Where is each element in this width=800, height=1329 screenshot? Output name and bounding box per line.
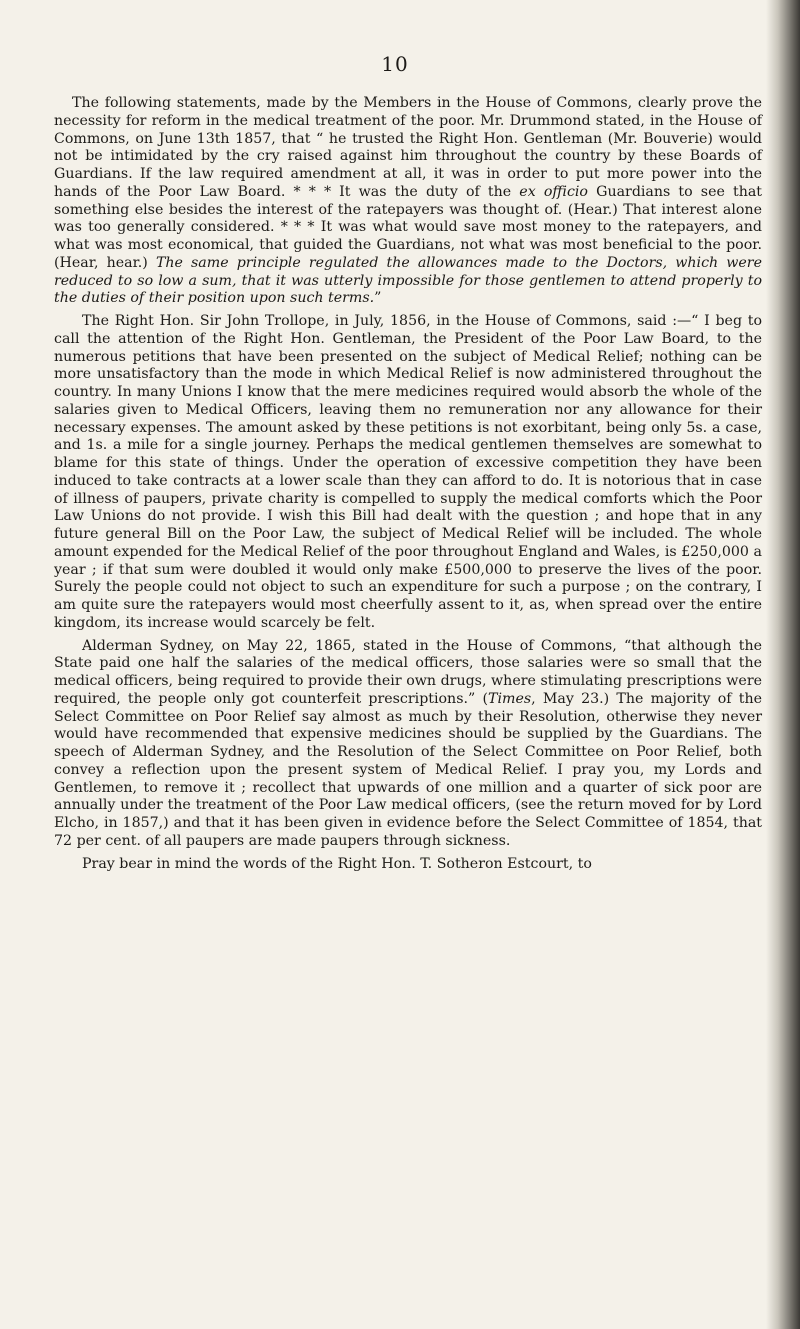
italic-segment: ex officio: [519, 183, 588, 200]
paragraph-trollope: [54, 313, 762, 633]
page-number: 10: [381, 52, 409, 76]
text-segment: , May 23.) The majority of the Select Committee on Poor Relief say almost as much by their Resolution, otherwise they never would have recommended that expensive medicines should be supplied by the Guardians. The speech of Alderman Sydney, and the Resolution of the Select Committee on Poor Relief, both convey a reflection upon the present system of Medical Relief. I pray you, my Lords and Gentlemen, to remove it ; recollect that upwards of one million and a quarter of sick poor are annually under the treatment of the Poor Law medical officers, (see the return moved for by Lord Elcho, in 1857,) and that it has been given in evidence before the Select Committee of 1854, that 72 per cent. of all paupers are made paupers through sickness.: [54, 690, 762, 849]
paragraph-estcourt: [54, 856, 762, 874]
page-edge-shadow: [766, 0, 800, 1329]
paragraph-drummond: [54, 95, 762, 308]
text-segment: Pray bear in mind the words of the Right Hon. T. Sotheron Estcourt, to: [82, 855, 592, 872]
italic-segment: Times: [488, 690, 532, 707]
body-text: [54, 95, 762, 878]
paragraph-sydney: [54, 638, 762, 851]
text-segment: The following statements, made by the Members in the House of Commons, clearly prove the necessity for reform in the medical treatment of the poor. Mr. Drummond stated, in the House of Commons, on June 13th 1857, that “ he trusted the Right Hon. Gentleman (Mr. Bouverie) would not be intimidated by the cry raised against him throughout the country by these Boards of Guardians. If the law required amendment at all, it was in order to put more power into the hands of the Poor Law Board. * * * It was the duty of the: [54, 95, 762, 200]
text-segment: ”: [374, 290, 382, 307]
italic-segment: The same principle regulated the allowances made to the Doctors, which were reduced to so low a sum, that it was utterly impossible for those gentlemen to attend properly to the duties of their position upon such terms.: [54, 254, 762, 307]
text-segment: Guardians to see that something else besides the interest of the ratepayers was thought of. (Hear.) That interest alone was too generally considered. * * * It was what would save most money to the ratepayers, and what was most economical, that guided the Guardians, not what was most beneficial to the poor. (Hear, hear.): [54, 183, 762, 271]
text-segment: Alderman Sydney, on May 22, 1865, stated in the House of Commons, “that although the State paid one half the salaries of the medical officers, those salaries were so small that the medical officers, being required to provide their own drugs, where stimulating prescriptions were required, the people only got counterfeit prescriptions.” (: [54, 637, 762, 707]
text-segment: The Right Hon. Sir John Trollope, in July, 1856, in the House of Commons, said :—“ I beg to call the attention of the Right Hon. Gentleman, the President of the Poor Law Board, to the numerous petitions that have been presented on the subject of Medical Relief; nothing can be more unsatisfactory than the mode in which Medical Relief is now administered throughout the country. In many Unions I know that the mere medicines required would absorb the whole of the salaries given to Medical Officers, leaving them no remuneration nor any allowance for their necessary expenses. The amount asked by these petitions is not exorbitant, being only 5s. a case, and 1s. a mile for a single journey. Perhaps the medical gentlemen themselves are somewhat to blame for this state of things. Under the operation of excessive competition they have been induced to take contracts at a lower scale than they can afford to do. It is notorious that in case of illness of paupers, private charity is compelled to supply the medical comforts which the Poor Law Unions do not provide. I wish this Bill had dealt with the question ; and hope that in any future general Bill on the Poor Law, the subject of Medical Relief will be included. The whole amount expended for the Medical Relief of the poor throughout England and Wales, is £250,000 a year ; if that sum were doubled it would only make £500,000 to preserve the lives of the poor. Surely the people could not object to such an expenditure for such a purpose ; on the contrary, I am quite sure the ratepayers would most cheerfully assent to it, as, when spread over the entire kingdom, its increase would scarcely be felt.: [54, 313, 762, 631]
